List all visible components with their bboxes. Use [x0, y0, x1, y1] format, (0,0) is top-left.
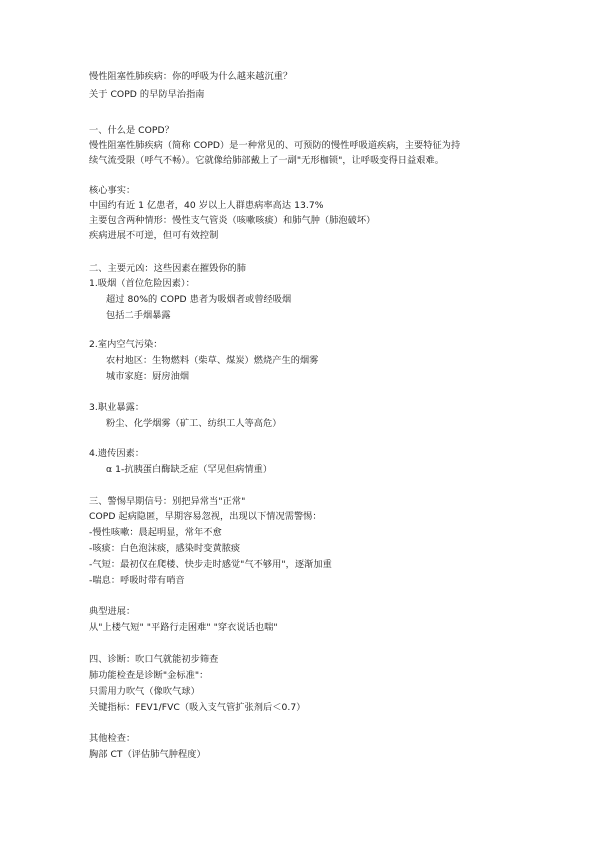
risk-2-item-b: 城市家庭：厨房油烟: [106, 371, 190, 382]
diagnosis-3: 关键指标：FEV1/FVC（吸入支气管扩张剂后＜0.7）: [89, 702, 306, 713]
risk-2-item-a: 农村地区：生物燃料（柴草、煤炭）燃烧产生的烟雾: [106, 355, 319, 366]
symptom-1: -慢性咳嗽：晨起明显，常年不愈: [89, 527, 222, 538]
diagnosis-1: 肺功能检查是诊断"金标准"：: [89, 670, 209, 681]
progression-text: 从"上楼气短" "平路行走困难" "穿衣说话也喘": [89, 622, 278, 633]
risk-3-title: 3.职业暴露：: [89, 402, 145, 413]
core-fact-1: 中国约有近 1 亿患者，40 岁以上人群患病率高达 13.7%: [89, 200, 324, 211]
risk-3-item-a: 粉尘、化学烟雾（矿工、纺织工人等高危）: [106, 418, 282, 429]
symptom-3: -气短：最初仅在爬楼、快步走时感觉"气不够用"，逐渐加重: [89, 559, 332, 570]
risk-1-item-a: 超过 80%的 COPD 患者为吸烟者或曾经吸烟: [106, 294, 292, 305]
core-fact-2: 主要包含两种情形：慢性支气管炎（咳嗽咳痰）和肺气肿（肺泡破坏）: [89, 215, 376, 226]
section-4-heading: 四、诊断：吹口气就能初步筛查: [89, 654, 219, 665]
risk-1-item-b: 包括二手烟暴露: [106, 310, 171, 321]
doc-title: 慢性阻塞性肺疾病：你的呼吸为什么越来越沉重？: [89, 71, 293, 82]
doc-subtitle: 关于 COPD 的早防早治指南: [89, 89, 205, 100]
section-1-heading: 一、什么是 COPD？: [89, 125, 174, 136]
core-fact-3: 疾病进展不可逆，但可有效控制: [89, 230, 219, 241]
section-1-paragraph-line-1: 慢性阻塞性肺疾病（简称 COPD）是一种常见的、可预防的慢性呼吸道疾病，主要特征为持: [89, 140, 461, 151]
other-tests-title: 其他检查：: [89, 733, 136, 744]
diagnosis-2: 只需用力吹气（像吹气球）: [89, 686, 200, 697]
symptom-4: -喘息：呼吸时带有哨音: [89, 575, 185, 586]
section-3-heading: 三、警惕早期信号：别把异常当"正常": [89, 496, 246, 507]
section-3-intro: COPD 起病隐匿，早期容易忽视，出现以下情况需警惕：: [89, 511, 322, 522]
progression-title: 典型进展：: [89, 606, 136, 617]
risk-4-item-a: α 1-抗胰蛋白酶缺乏症（罕见但病情重）: [106, 464, 273, 475]
risk-1-title: 1.吸烟（首位危险因素）：: [89, 278, 195, 289]
core-facts-title: 核心事实：: [89, 185, 136, 196]
section-1-paragraph-line-2: 续气流受限（呼气不畅）。它就像给肺部戴上了一副"无形枷锁"，让呼吸变得日益艰难。: [89, 155, 444, 166]
risk-2-title: 2.室内空气污染：: [89, 339, 163, 350]
section-2-heading: 二、主要元凶：这些因素在摧毁你的肺: [89, 263, 247, 274]
symptom-2: -咳痰：白色泡沫痰，感染时变黄脓痰: [89, 543, 241, 554]
risk-4-title: 4.遗传因素：: [89, 448, 145, 459]
other-test-1: 胸部 CT（评估肺气肿程度）: [89, 749, 206, 760]
